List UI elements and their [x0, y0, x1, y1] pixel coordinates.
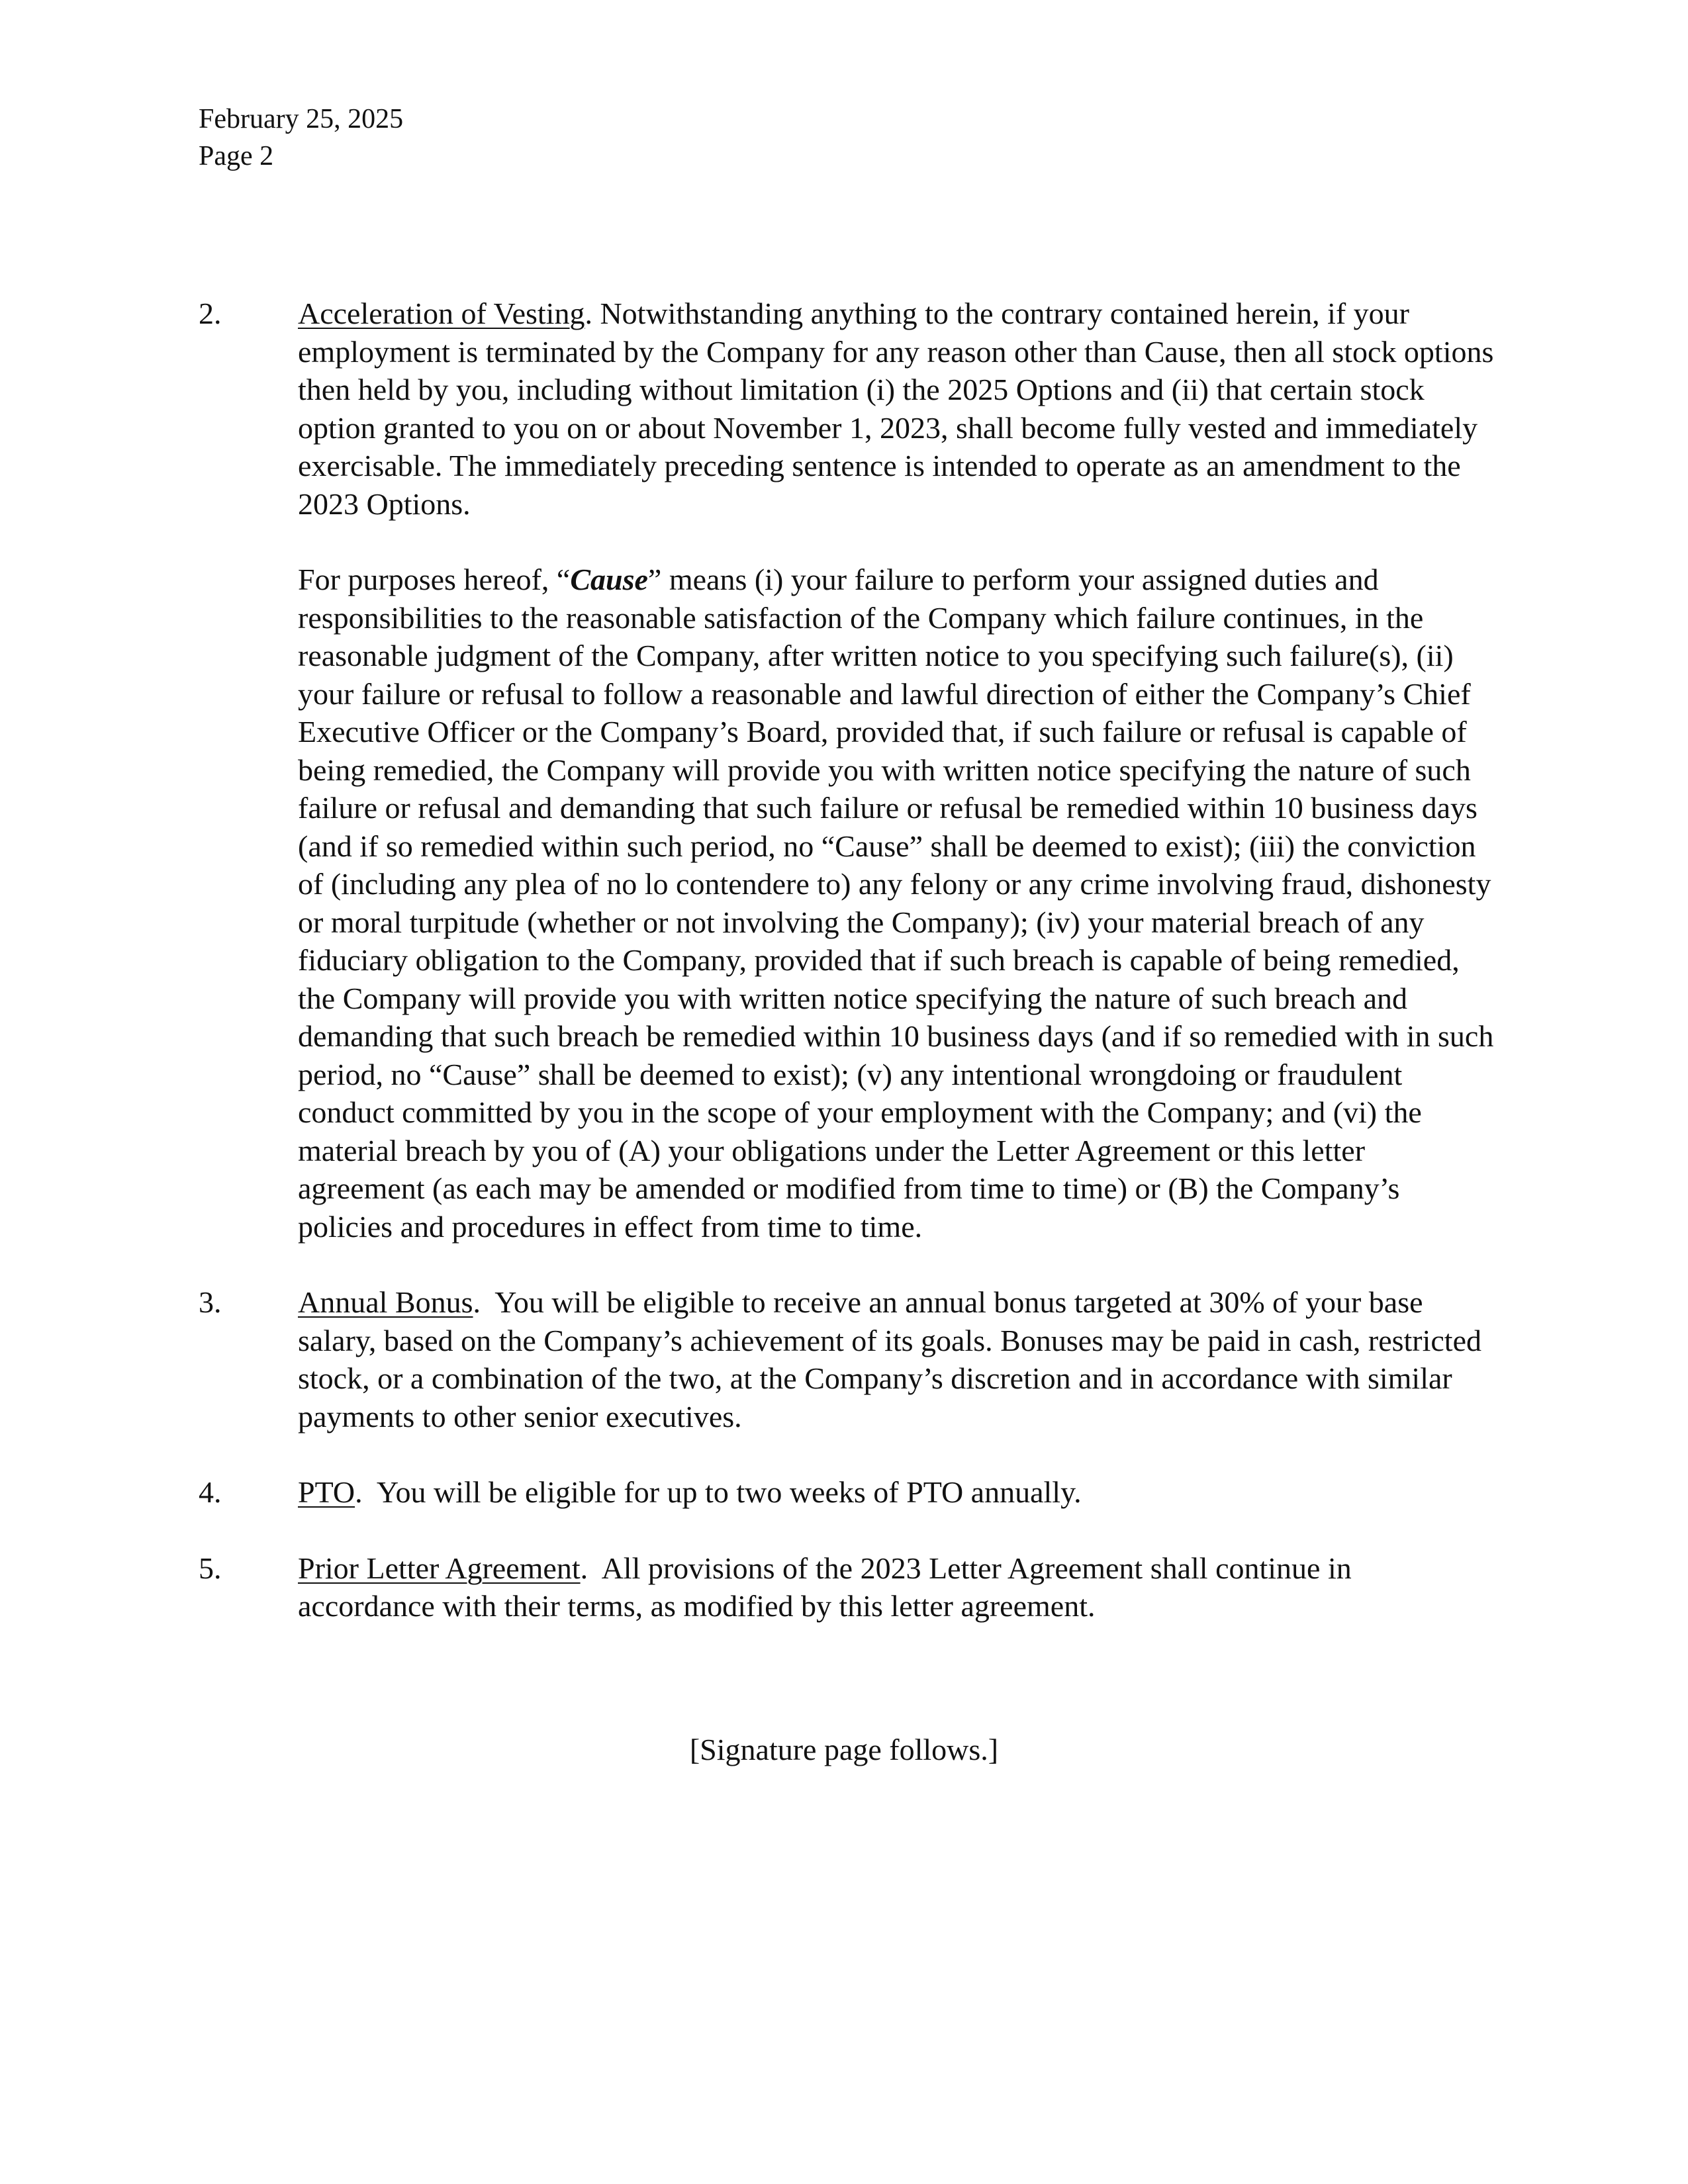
letter-body [199, 295, 1496, 1663]
section-heading: PTO [298, 1475, 355, 1509]
section-3-annual-bonus [199, 1283, 1496, 1435]
section-number: 2. [199, 296, 222, 330]
cause-lead-text: For purposes hereof, “ [298, 563, 571, 596]
section-heading: Acceleration of Vesting [298, 296, 585, 330]
section-number: 5. [199, 1551, 222, 1585]
header-page-number: Page 2 [199, 141, 274, 171]
section-heading-period: . [580, 1551, 588, 1585]
signature-page-note: [Signature page follows.] [689, 1733, 999, 1766]
section-2-acceleration-of-vesting [199, 295, 1496, 1246]
section-number: 3. [199, 1285, 222, 1319]
section-paragraph [298, 1283, 1496, 1435]
section-4-pto [199, 1473, 1496, 1512]
section-paragraph [298, 295, 1496, 523]
page-header [199, 101, 403, 175]
section-heading: Annual Bonus [298, 1285, 473, 1319]
section-heading-period: . [355, 1475, 363, 1509]
cause-defined-term: Cause [570, 563, 648, 596]
section-text: All provisions of the 2023 Letter Agreement shall continue in accordance with their terms, as modified by this letter agreement. [298, 1551, 1360, 1623]
section-paragraph [298, 1549, 1496, 1625]
section-5-prior-letter-agreement [199, 1549, 1496, 1625]
cause-definition-text: ” means (i) your failure to perform your assigned duties and responsibilities to the reasonable satisfaction of the Company which failure continues, in the reasonable judgment of the Company, after written notice to you specifying such failure(s), (ii) your failure or refusal to follow a reasonable and lawful direction of either the Company’s Chief Executive Officer or the Company’s Board, provided that, if such failure or refusal is capable of being remedied, the Company will provide you with written notice specifying the nature of such failure or refusal and demanding that such failure or refusal be remedied within 10 business days (and if so remedied within such period, no “Cause” shall be deemed to exist); (iii) the conviction of (including any plea of no lo contendere to) any felony or any crime involving fraud, dishonesty or moral turpitude (whether or not involving the Company); (iv) your material breach of any fiduciary obligation to the Company, provided that if such breach is capable of being remedied, the Company will provide you with written notice specifying the nature of such breach and demanding that such breach be remedied within 10 business days (and if so remedied with in such period, no “Cause” shall be deemed to exist); (v) any intentional wrongdoing or fraudulent conduct committed by you in the scope of your employment with the Company; and (vi) the material breach by you of (A) your obligations under the Letter Agreement or this letter agreement (as each may be amended or modified from time to time) or (B) the Company’s policies and procedures in effect from time to time. [298, 563, 1494, 1244]
section-heading-period: . [585, 296, 592, 330]
section-text: You will be eligible for up to two weeks of PTO annually. [362, 1475, 1082, 1509]
section-heading-period: . [473, 1285, 481, 1319]
header-date: February 25, 2025 [199, 104, 404, 134]
section-text: Notwithstanding anything to the contrary contained herein, if your employment is terminated by the Company for any reason other than Cause, then all stock options then held by you, including without limitation (i) the 2025 Options and (ii) that certain stock option granted to you on or about November 1, 2023, shall become fully vested and immediately exercisable. The immediately preceding sentence is intended to operate as an amendment to the 2023 Options. [298, 296, 1494, 521]
cause-definition-paragraph [298, 561, 1496, 1246]
section-number: 4. [199, 1475, 222, 1509]
section-text: You will be eligible to receive an annual bonus targeted at 30% of your base salary, based on the Company’s achievement of its goals. Bonuses may be paid in cash, restricted stock, or a combination of the two, at the Company’s discretion and in accordance with similar payments to other senior executives. [298, 1285, 1489, 1433]
section-paragraph [298, 1473, 1496, 1512]
section-heading: Prior Letter Agreement [298, 1551, 581, 1585]
